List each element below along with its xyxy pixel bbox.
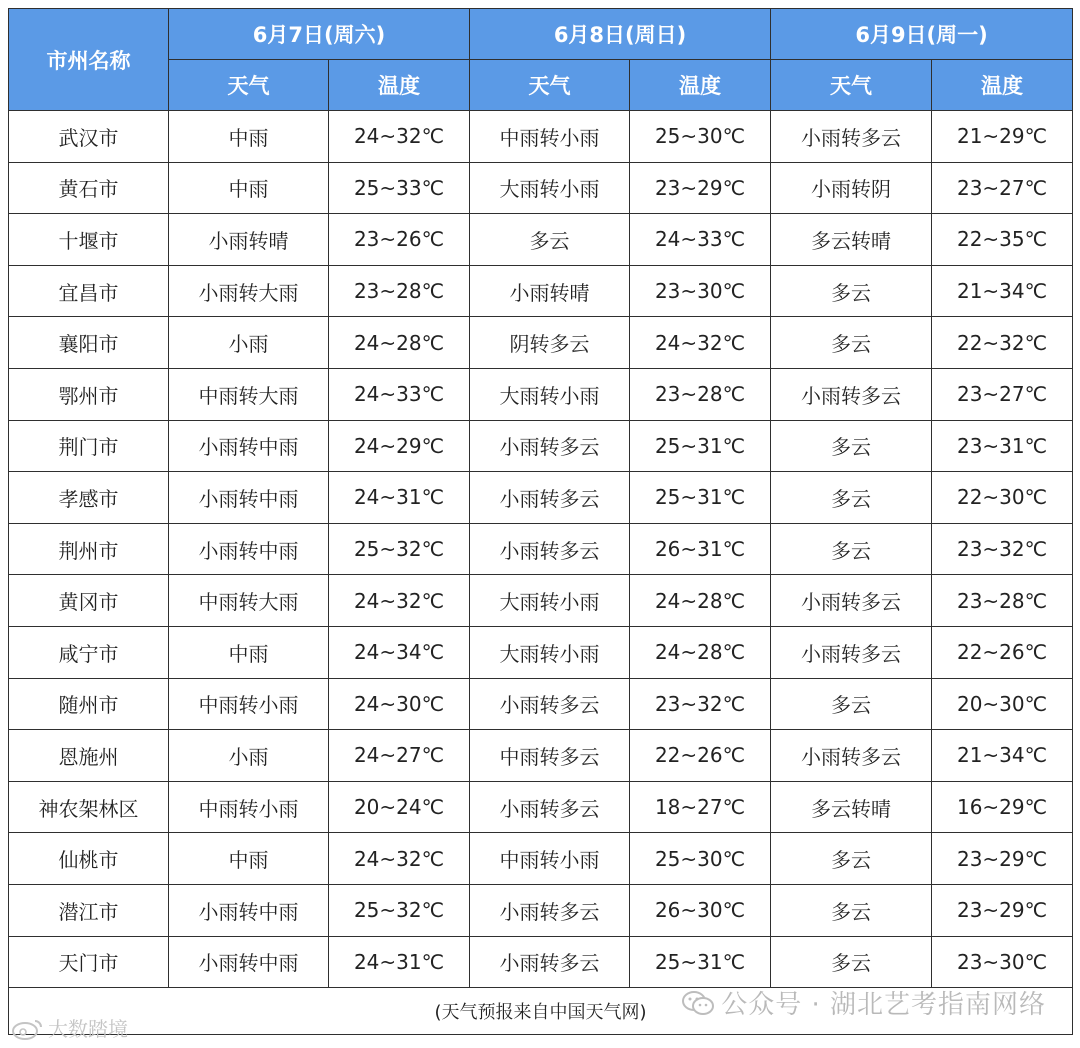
weather-cell: 多云 (771, 884, 932, 936)
city-name-cell: 襄阳市 (9, 317, 169, 369)
temperature-cell: 18~27℃ (630, 781, 771, 833)
temperature-cell: 25~30℃ (630, 111, 771, 163)
table-row (9, 626, 1073, 678)
weather-cell: 小雨转阴 (771, 162, 932, 214)
city-name-cell: 荆州市 (9, 523, 169, 575)
weather-cell: 小雨转多云 (470, 884, 630, 936)
weather-cell: 中雨转小雨 (470, 833, 630, 885)
temperature-cell: 24~28℃ (630, 575, 771, 627)
temperature-cell: 24~32℃ (630, 317, 771, 369)
weather-cell: 小雨转多云 (771, 368, 932, 420)
temperature-cell: 26~30℃ (630, 884, 771, 936)
temperature-cell: 25~31℃ (630, 420, 771, 472)
temperature-cell: 25~31℃ (630, 472, 771, 524)
table-row (9, 781, 1073, 833)
temperature-header: 温度 (329, 60, 470, 111)
watermark-left (10, 1013, 128, 1042)
temperature-cell: 21~29℃ (932, 111, 1073, 163)
weather-cell: 小雨转多云 (470, 472, 630, 524)
temperature-cell: 26~31℃ (630, 523, 771, 575)
weather-cell: 大雨转小雨 (470, 368, 630, 420)
temperature-cell: 23~26℃ (329, 214, 470, 266)
weather-cell: 多云 (771, 678, 932, 730)
wechat-icon (681, 990, 715, 1016)
temperature-cell: 25~32℃ (329, 884, 470, 936)
temperature-cell: 24~31℃ (329, 472, 470, 524)
weather-cell: 中雨 (169, 626, 329, 678)
weather-cell: 中雨转小雨 (169, 678, 329, 730)
table-row (9, 368, 1073, 420)
weather-cell: 多云 (771, 420, 932, 472)
city-name-cell: 随州市 (9, 678, 169, 730)
temperature-cell: 23~28℃ (932, 575, 1073, 627)
weather-cell: 小雨转多云 (470, 523, 630, 575)
temperature-cell: 24~28℃ (329, 317, 470, 369)
weather-header: 天气 (169, 60, 329, 111)
weather-cell: 阴转多云 (470, 317, 630, 369)
data-source-note: (天气预报来自中国天气网) (9, 988, 1073, 1035)
temperature-header: 温度 (630, 60, 771, 111)
weather-cell: 大雨转小雨 (470, 626, 630, 678)
weather-cell: 小雨转多云 (470, 420, 630, 472)
weather-header: 天气 (470, 60, 630, 111)
day-header-3: 6月9日(周一) (771, 9, 1073, 60)
header-row-days (9, 9, 1073, 60)
weather-cell: 小雨转晴 (470, 265, 630, 317)
table-row (9, 936, 1073, 988)
table-row (9, 214, 1073, 266)
temperature-cell: 24~30℃ (329, 678, 470, 730)
weather-cell: 小雨转中雨 (169, 884, 329, 936)
weather-cell: 多云转晴 (771, 781, 932, 833)
table-row (9, 523, 1073, 575)
weather-cell: 中雨 (169, 162, 329, 214)
weather-cell: 小雨 (169, 317, 329, 369)
weather-cell: 中雨转大雨 (169, 575, 329, 627)
table-row (9, 575, 1073, 627)
temperature-cell: 24~29℃ (329, 420, 470, 472)
temperature-cell: 24~31℃ (329, 936, 470, 988)
weather-cell: 多云转晴 (771, 214, 932, 266)
temperature-cell: 22~26℃ (932, 626, 1073, 678)
table-row (9, 472, 1073, 524)
city-name-cell: 仙桃市 (9, 833, 169, 885)
temperature-cell: 23~31℃ (932, 420, 1073, 472)
weather-cell: 小雨转多云 (771, 626, 932, 678)
city-name-cell: 潜江市 (9, 884, 169, 936)
watermark-left-text: 大数踏境 (48, 1017, 128, 1041)
city-name-cell: 荆门市 (9, 420, 169, 472)
temperature-cell: 25~32℃ (329, 523, 470, 575)
city-name-cell: 黄冈市 (9, 575, 169, 627)
weather-cell: 中雨 (169, 111, 329, 163)
temperature-cell: 21~34℃ (932, 265, 1073, 317)
day-header-2: 6月8日(周日) (470, 9, 771, 60)
temperature-cell: 20~24℃ (329, 781, 470, 833)
city-name-cell: 武汉市 (9, 111, 169, 163)
temperature-cell: 24~28℃ (630, 626, 771, 678)
table-row (9, 730, 1073, 782)
weather-cell: 中雨转大雨 (169, 368, 329, 420)
table-row (9, 884, 1073, 936)
temperature-cell: 22~30℃ (932, 472, 1073, 524)
temperature-cell: 23~29℃ (932, 833, 1073, 885)
temperature-header: 温度 (932, 60, 1073, 111)
table-row (9, 420, 1073, 472)
temperature-cell: 23~32℃ (932, 523, 1073, 575)
table-row (9, 678, 1073, 730)
weather-cell: 多云 (771, 472, 932, 524)
header-row-fields (9, 60, 1073, 111)
city-name-cell: 孝感市 (9, 472, 169, 524)
table-row (9, 317, 1073, 369)
city-name-cell: 神农架林区 (9, 781, 169, 833)
temperature-cell: 24~32℃ (329, 575, 470, 627)
temperature-cell: 23~29℃ (932, 884, 1073, 936)
temperature-cell: 23~27℃ (932, 162, 1073, 214)
weather-cell: 小雨转多云 (771, 730, 932, 782)
temperature-cell: 23~30℃ (630, 265, 771, 317)
forecast-table-container (8, 8, 1072, 1035)
weather-cell: 小雨转晴 (169, 214, 329, 266)
weather-cell: 多云 (470, 214, 630, 266)
weather-header: 天气 (771, 60, 932, 111)
table-row (9, 265, 1073, 317)
city-name-cell: 咸宁市 (9, 626, 169, 678)
weather-cell: 小雨转中雨 (169, 420, 329, 472)
city-name-cell: 宜昌市 (9, 265, 169, 317)
temperature-cell: 25~33℃ (329, 162, 470, 214)
temperature-cell: 23~30℃ (932, 936, 1073, 988)
city-name-cell: 十堰市 (9, 214, 169, 266)
temperature-cell: 23~27℃ (932, 368, 1073, 420)
weather-cell: 多云 (771, 265, 932, 317)
temperature-cell: 23~28℃ (329, 265, 470, 317)
weather-cell: 大雨转小雨 (470, 575, 630, 627)
table-row (9, 833, 1073, 885)
weather-forecast-table (8, 8, 1073, 1035)
weather-cell: 小雨转中雨 (169, 523, 329, 575)
weather-cell: 中雨转小雨 (470, 111, 630, 163)
temperature-cell: 20~30℃ (932, 678, 1073, 730)
forecast-body (9, 111, 1073, 988)
temperature-cell: 24~32℃ (329, 833, 470, 885)
weather-cell: 中雨转多云 (470, 730, 630, 782)
weibo-icon (10, 1018, 44, 1040)
temperature-cell: 22~32℃ (932, 317, 1073, 369)
temperature-cell: 16~29℃ (932, 781, 1073, 833)
temperature-cell: 25~30℃ (630, 833, 771, 885)
weather-cell: 多云 (771, 833, 932, 885)
weather-cell: 小雨转多云 (771, 111, 932, 163)
watermark-right (681, 984, 1046, 1021)
watermark-right-text: 公众号 · 湖北艺考指南网络 (721, 990, 1046, 1020)
table-row (9, 111, 1073, 163)
city-name-cell: 恩施州 (9, 730, 169, 782)
temperature-cell: 23~28℃ (630, 368, 771, 420)
temperature-cell: 24~34℃ (329, 626, 470, 678)
temperature-cell: 22~35℃ (932, 214, 1073, 266)
temperature-cell: 25~31℃ (630, 936, 771, 988)
temperature-cell: 24~33℃ (630, 214, 771, 266)
city-name-cell: 鄂州市 (9, 368, 169, 420)
weather-cell: 小雨转大雨 (169, 265, 329, 317)
city-name-cell: 黄石市 (9, 162, 169, 214)
weather-cell: 大雨转小雨 (470, 162, 630, 214)
weather-cell: 小雨转多云 (771, 575, 932, 627)
city-name-cell: 天门市 (9, 936, 169, 988)
temperature-cell: 24~33℃ (329, 368, 470, 420)
temperature-cell: 21~34℃ (932, 730, 1073, 782)
weather-cell: 小雨转多云 (470, 781, 630, 833)
weather-cell: 小雨 (169, 730, 329, 782)
temperature-cell: 22~26℃ (630, 730, 771, 782)
weather-cell: 多云 (771, 936, 932, 988)
day-header-1: 6月7日(周六) (169, 9, 470, 60)
temperature-cell: 24~32℃ (329, 111, 470, 163)
weather-cell: 小雨转中雨 (169, 936, 329, 988)
city-name-header: 市州名称 (9, 9, 169, 111)
weather-cell: 小雨转多云 (470, 678, 630, 730)
weather-cell: 多云 (771, 317, 932, 369)
weather-cell: 多云 (771, 523, 932, 575)
temperature-cell: 23~29℃ (630, 162, 771, 214)
table-row (9, 162, 1073, 214)
weather-cell: 中雨 (169, 833, 329, 885)
weather-cell: 小雨转中雨 (169, 472, 329, 524)
weather-cell: 小雨转多云 (470, 936, 630, 988)
weather-cell: 中雨转小雨 (169, 781, 329, 833)
temperature-cell: 24~27℃ (329, 730, 470, 782)
temperature-cell: 23~32℃ (630, 678, 771, 730)
